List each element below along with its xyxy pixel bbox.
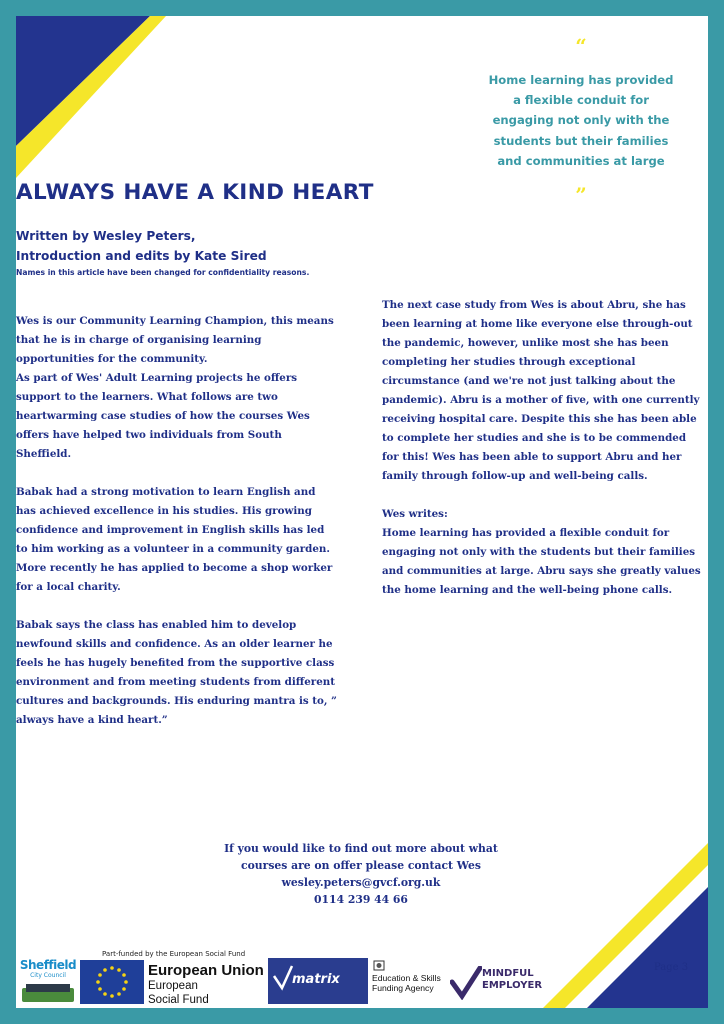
contact-phone[interactable]: 0114 239 44 66 [314,893,408,906]
contact-line: If you would like to find out more about what [224,842,498,855]
contact-line: courses are on offer please contact Wes [241,859,481,872]
paragraph [382,505,704,600]
contact-block [211,840,511,908]
mindful-employer-logo: MINDFUL EMPLOYER [450,966,560,1006]
byline [16,227,267,266]
paragraph [16,312,338,464]
editor-line: Introduction and edits by Kate Sired [16,248,267,263]
pull-quote [488,34,674,208]
intro-text: Wes is our Community Learning Champion, this means that he is in charge of organising learning opportunities for the community. [16,315,334,365]
sponsor-logos [16,946,576,1006]
eu-funding-caption: Part-funded by the European Social Fund [102,950,246,958]
sheffield-city-council-logo: Sheffield City Council [18,958,78,1004]
pull-quote-text: Home learning has provided a flexible conduit for engaging not only with the students but their families and communities at large [488,73,674,168]
intro-text-cont: As part of Wes' Adult Learning projects he offers support to the learners. What follows are two heartwarming case studies of how the courses Wes offers have helped two individuals from South Sheffield. [16,372,310,460]
author-line: Written by Wesley Peters, [16,229,196,243]
paragraph-text: Home learning has provided a flexible conduit for engaging not only with the students but their families and communities at large. Abru says she greatly values the home learning and the well-being phone calls. [382,527,701,596]
open-quote-icon: “ [575,34,587,58]
matrix-logo: matrix [268,958,368,1004]
page-number: Page 3 [654,962,689,973]
eu-flag-icon [80,960,144,1004]
crest-icon [372,958,386,972]
corner-decoration-top-left [16,16,166,181]
confidentiality-note: Names in this article have been changed for confidentiality reasons. [16,268,310,277]
checkmark-icon [450,966,482,1000]
close-quote-icon: ” [575,183,587,208]
paragraph: Babak had a strong motivation to learn English and has achieved excellence in his studies. His growing confidence and improvement in English skills has led to him working as a volunteer in a community garden. More recently he has applied to become a shop worker for a local charity. [16,486,333,593]
subheading: Wes writes: [382,508,448,520]
eu-logo-text: European Union European Social Fund [148,962,264,1006]
paragraph: Babak says the class has enabled him to develop newfound skills and confidence. As an older learner he feels he has hugely benefited from the supportive class environment and from meeting students from different cultures and backgrounds. His enduring mantra is to, ” always have a kind heart.” [16,619,337,726]
paragraph: The next case study from Wes is about Abru, she has been learning at home like everyone else through-out the pandemic, however, unlike most she has been completing her studies through exceptional circumstance (and we're not just talking about the pandemic). Abru is a mother of five, with one currently receiving hospital care. Despite this she has been able to complete her studies and she is to be commended for this! Wes has been able to support Abru and her family through follow-up and well-being calls. [382,299,700,482]
page [16,16,708,1008]
left-column [16,312,338,749]
article-title: ALWAYS HAVE A KIND HEART [16,180,374,205]
contact-email[interactable]: wesley.peters@gvcf.org.uk [281,876,441,889]
esfa-logo: Education & Skills Funding Agency [368,958,446,1004]
right-column [382,296,704,619]
